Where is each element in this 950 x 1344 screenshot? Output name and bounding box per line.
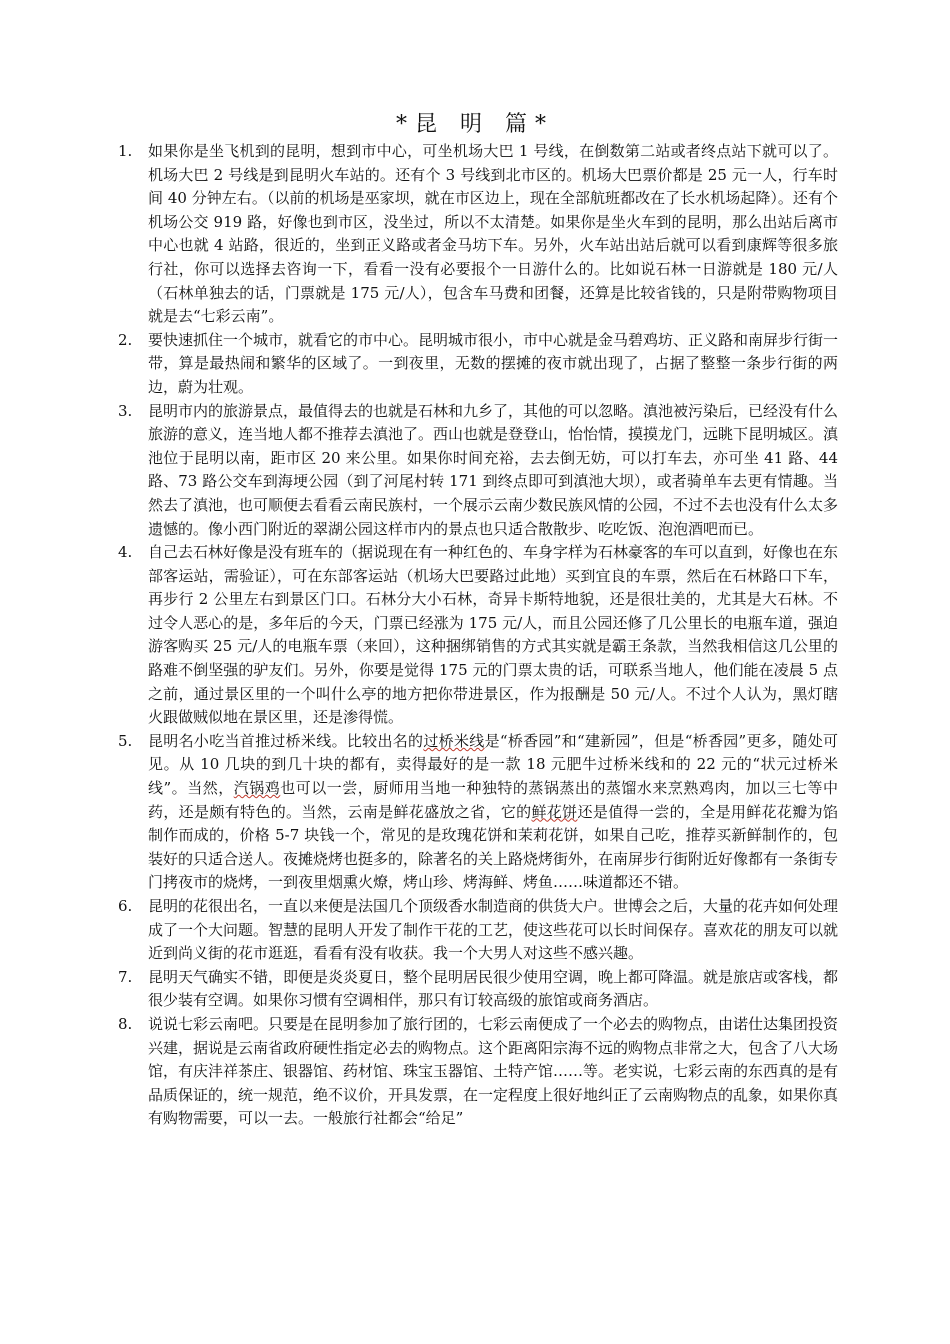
list-item xyxy=(118,1013,838,1131)
item-number: 2. xyxy=(118,330,133,349)
item-text: 昆明的花很出名，一直以来便是法国几个顶级香水制造商的供货大户。世博会之后，大量的花卉如何处理成了一个大问题。智慧的昆明人开发了制作干花的工艺，使这些花可以长时间保存。喜欢花的朋友可以就近到尚义街的花市逛逛，看看有没有收获。我一个大男人对这些不感兴趣。 xyxy=(148,897,839,963)
item-number: 3. xyxy=(118,401,133,420)
list-item xyxy=(118,329,838,400)
item-text: 如果你是坐飞机到的昆明，想到市中心，可坐机场大巴 1 号线，在倒数第二站或者终点站下就可以了。机场大巴 2 号线是到昆明火车站的。还有个 3 号线到北市区的。机场大巴票价都是 25 元一人，行车时间 40 分钟左右。（以前的机场是巫家坝，就在市区边上，现在全部航班都改在了长水机场起降）。还有个机场公交 919 路，好像也到市区，没坐过，所以不太清楚。如果你是坐火车到的昆明，那么出站后离市中心也就 4 站路，很近的，坐到正义路或者金马坊下车。另外，火车站出站后就可以看到康辉等很多旅行社，你可以选择去咨询一下，看看一没有必要报个一日游什么的。比如说石林一日游就是 180 元/人（石林单独去的话，门票就是 175 元/人），包含车马费和团餐，还算是比较省钱的，只是附带购物项目就是去“七彩云南”。 xyxy=(148,142,838,326)
item-number: 1. xyxy=(118,142,133,160)
list-item xyxy=(118,895,838,966)
list-item xyxy=(118,541,838,730)
item-number: 6. xyxy=(118,897,133,915)
list-item xyxy=(118,400,838,542)
page-title: *昆 明 篇* xyxy=(396,111,554,137)
item-text: 昆明市内的旅游景点，最值得去的也就是石林和九乡了，其他的可以忽略。滇池被污染后，已经没有什么旅游的意义，连当地人都不推荐去滇池了。西山也就是登登山，怡怡情，摸摸龙门，远眺下昆明城区。滇池位于昆明以南，距市区 20 来公里。如果你时间充裕，去去倒无妨，可以打车去，亦可坐 41 路、44 路、73 路公交车到海埂公园（到了河尾村转 171 到终点即可到滇池大坝），或者骑单车去更有情趣。当然去了滇池，也可顺便去看看云南民族村，一个展示云南少数民族风情的公园，不过不去也没有什么太多遗憾的。像小西门附近的翠湖公园这样市内的景点也只适合散散步、吃吃饭、泡泡酒吧而已。 xyxy=(148,401,839,538)
text-segment: 也可以一尝，厨师用当地一种独特的蒸锅蒸出的蒸馏水来烹熟鸡肉，加以三七等中药，还是颇有特色的。当然，云南是鲜花盛放之省，它的 xyxy=(148,779,838,821)
spell-marked-term: 鲜花饼 xyxy=(531,802,578,821)
item-text: 昆明天气确实不错，即便是炎炎夏日，整个昆明居民很少使用空调，晚上都可降温。就是旅店或客栈，都很少装有空调。如果你习惯有空调相伴，那只有订较高级的旅馆或商务酒店。 xyxy=(148,967,839,1010)
text-segment: 是“桥香园”和“建新园”，但是“桥香园”更多，随处可见。从 10 几块的到几十块的都有，卖得最好的是一款 18 元肥牛过桥米线和的 22 元的“状元过桥米线”。当然， xyxy=(148,731,838,798)
text-segment: 还是值得一尝的，全是用鲜花花瓣为馅制作而成的，价格 5-7 块钱一个，常见的是玫瑰花饼和茉莉花饼，如果自己吃，推荐买新鲜制作的，包装好的只适合送人。夜摊烧烤也挺多的，除著名的关上路烧烤街外，在南屏步行街附近好像都有一条街专门拷夜市的烧烤，一到夜里烟熏火燎，烤山珍、烤海鲜、烤鱼……味道都还不错。 xyxy=(148,802,839,892)
list-item xyxy=(118,966,838,1013)
item-number: 8. xyxy=(118,1014,133,1033)
list-item xyxy=(118,140,838,329)
item-number: 7. xyxy=(118,967,133,986)
item-text: 要快速抓住一个城市，就看它的市中心。昆明城市很小，市中心就是金马碧鸡坊、正义路和南屏步行街一带，算是最热闹和繁华的区域了。一到夜里，无数的摆摊的夜市就出现了，占据了整整一条步行街的两边，蔚为壮观。 xyxy=(148,330,839,396)
tips-list xyxy=(118,140,838,1131)
text-segment: 昆明名小吃当首推过桥米线。比较出名的 xyxy=(148,731,424,750)
item-number: 5. xyxy=(118,731,133,750)
item-text: 自己去石林好像是没有班车的（据说现在有一种红色的、车身字样为石林豪客的车可以直到，好像也在东部客运站，需验证），可在东部客运站（机场大巴要路过此地）买到宜良的车票，然后在石林路口下车，再步行 2 公里左右到景区门口。石林分大小石林，奇异卡斯特地貌，还是很壮美的，尤其是大石林。不过令人恶心的是，多年后的今天，门票已经涨为 175 元/人，而且公园还修了几公里长的电瓶车道，强迫游客购买 25 元/人的电瓶车票（来回），这种捆绑销售的方式其实就是霸王条款，当然我相信这几公里的路难不倒坚强的驴友们。另外，你要是觉得 175 元的门票太贵的话，可联系当地人，他们能在凌晨 5 点之前，通过景区里的一个叫什么亭的地方把你带进景区，作为报酬是 50 元/人。不过个人认为，黑灯瞎火跟做贼似地在景区里，还是渗得慌。 xyxy=(148,543,839,727)
list-item xyxy=(118,730,838,895)
item-number: 4. xyxy=(118,543,133,562)
spell-marked-term: 过桥米线 xyxy=(423,731,485,750)
spell-marked-term: 汽锅鸡 xyxy=(233,779,281,798)
item-text xyxy=(148,730,838,895)
item-text: 说说七彩云南吧。只要是在昆明参加了旅行团的，七彩云南便成了一个必去的购物点，由诺仕达集团投资兴建，据说是云南省政府硬性指定必去的购物点。这个距离阳宗海不远的购物点非常之大，包含了八大场馆，有庆沣祥茶庄、银器馆、药材馆、珠宝玉器馆、土特产馆……等。老实说，七彩云南的东西真的是有品质保证的，统一规范，绝不议价，开具发票，在一定程度上很好地纠正了云南购物点的乱象，如果你真有购物需要，可以一去。一般旅行社都会“给足” xyxy=(148,1014,839,1128)
